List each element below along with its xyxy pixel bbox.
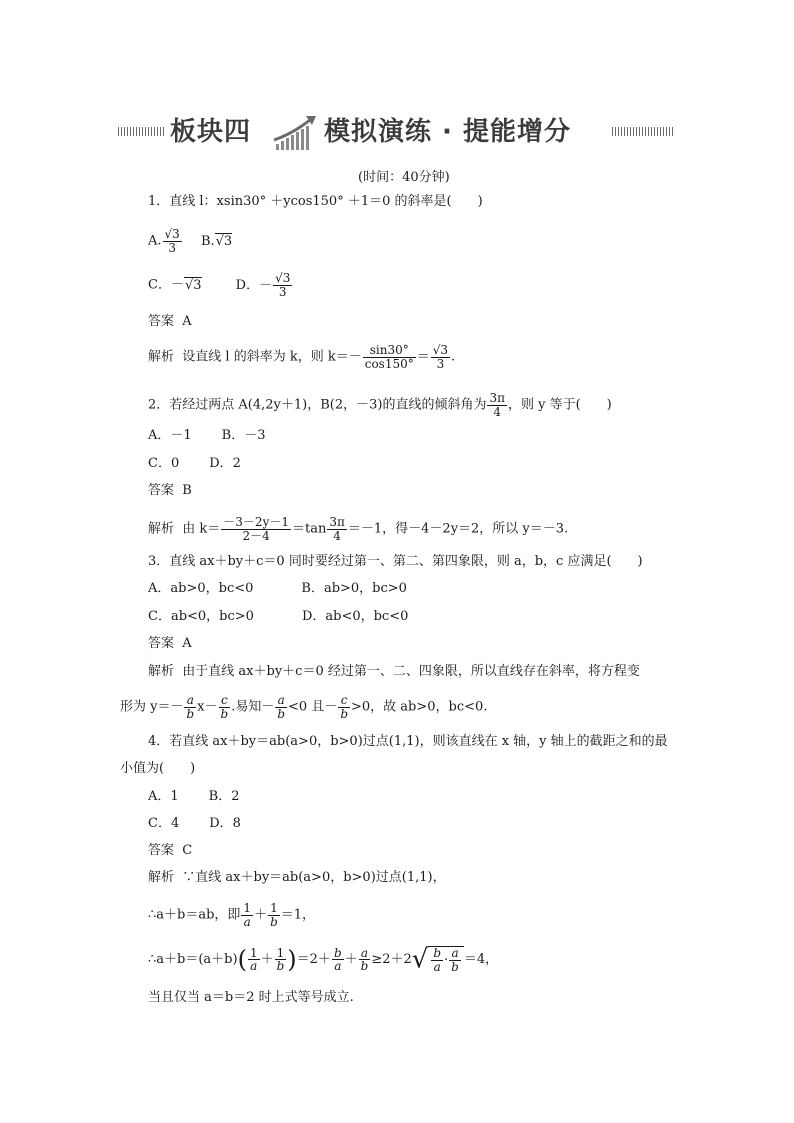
answer-label: 答案	[148, 843, 175, 858]
q2-slope-fraction: $\frac{-3-2y-1}{2-4}$	[223, 515, 289, 543]
analysis-label: 解析	[148, 664, 175, 679]
q4-fraction-a-b: $\frac{a}{b}$	[360, 945, 369, 974]
q3-solution-line-1: 解析 由于直线 ax＋by＋c＝0 经过第一、二、四象限，所以直线存在斜率，将方程变	[148, 664, 640, 679]
q2-options-cd	[148, 454, 241, 474]
q4-fraction-1-a-2: $\frac{1}{a}$	[249, 945, 258, 974]
q2-option-a: A．－1	[148, 428, 192, 443]
q1-solution-fraction: $\frac{\sin 30^\circ}{\cos 150^\circ}$	[364, 343, 414, 371]
q3-solution-line-2: 形为 y＝－ $\frac{a}{b}$ x－ $\frac{c}{b}$ .易知－ $\frac{a}{b}$ <0 且－ $\frac{c}{b}$ >0，故 ab>0，bc<0.	[120, 693, 488, 721]
q3-answer	[148, 634, 192, 654]
q2-option-d: D．2	[209, 456, 241, 471]
q4-solution-line-3: ∴a＋b＝(a＋b)( $\frac{1}{a}$ ＋ $\frac{1}{b}$ )＝2＋ $\frac{b}{a}$ ＋ $\frac{a}{b}$ ≥2＋2√ $\frac{b}{a}$ · $\frac{a}{b}$ ＝4，	[148, 944, 499, 975]
q1-option-b-label: B.	[200, 233, 215, 249]
answer-label: 答案	[148, 314, 175, 329]
q3-options-ab	[148, 579, 407, 599]
q4-answer	[148, 841, 192, 861]
q1-options-ab	[148, 228, 232, 254]
q3-fraction-c-b: $\frac{c}{b}$	[220, 693, 229, 721]
q1-answer-value: A	[182, 314, 192, 329]
q1-option-b-value: √3	[215, 233, 233, 249]
q1-option-a-label: A.	[148, 233, 162, 249]
q1-option-c-value: √3	[184, 277, 202, 293]
q2-answer-value: B	[182, 483, 192, 498]
q4-options-cd	[148, 814, 241, 834]
q3-fraction-a-b-2: $\frac{a}{b}$	[277, 693, 286, 721]
banner-title-right: 模拟演练 · 提能增分	[324, 117, 571, 147]
analysis-label: 解析	[148, 870, 175, 885]
q1-option-d-label: D．－	[235, 277, 273, 293]
q3-fraction-a-b: $\frac{a}{b}$	[186, 693, 195, 721]
q4-stem-line-2: 小值为( )	[120, 761, 196, 776]
q1-answer	[148, 312, 192, 332]
q2-options-ab	[148, 426, 266, 446]
q4-option-a: A．1	[148, 789, 179, 804]
answer-label: 答案	[148, 636, 175, 651]
q4-option-d: D．8	[209, 816, 241, 831]
q2-solution: 解析 由 k＝ $\frac{-3-2y-1}{2-4}$ ＝tan $\frac{3\pi}{4}$ ＝－1，得－4－2y＝2，所以 y＝－3.	[148, 515, 569, 543]
q3-option-d: D．ab<0，bc<0	[301, 609, 409, 624]
q2-tan-fraction: $\frac{3\pi}{4}$	[329, 515, 345, 543]
q4-option-b: B．2	[208, 789, 240, 804]
time-note: (时间：40分钟)	[358, 170, 450, 185]
q3-answer-value: A	[182, 636, 192, 651]
analysis-label: 解析	[148, 521, 175, 537]
q2-answer	[148, 481, 192, 501]
q4-answer-value: C	[182, 843, 193, 858]
q4-fraction-b-a: $\frac{b}{a}$	[333, 945, 342, 974]
q2-angle-fraction: $\frac{3\pi}{4}$	[489, 391, 505, 419]
q1-solution-result: $\frac{√3}{3}$	[432, 343, 449, 371]
q1-option-c-label: C．－	[148, 277, 184, 293]
hatch-decoration-right	[612, 127, 674, 136]
q4-solution-line-2: ∴a＋b＝ab，即 $\frac{1}{a}$ ＋ $\frac{1}{b}$ ＝1，	[148, 901, 316, 929]
q3-fraction-c-b-2: $\frac{c}{b}$	[340, 693, 349, 721]
q4-solution-line-4: 当且仅当 a＝b＝2 时上式等号成立.	[148, 990, 354, 1005]
rising-bars-arrow-icon	[270, 112, 322, 152]
q2-option-c: C．0	[148, 456, 180, 471]
q2-option-b: B．－3	[221, 428, 266, 443]
q4-radicand: $\frac{b}{a}$ · $\frac{a}{b}$	[428, 946, 464, 973]
q4-solution-line-1: 解析 ∵直线 ax＋by＝ab(a>0，b>0)过点(1,1)，	[148, 870, 446, 885]
q3-option-a: A．ab>0，bc<0	[148, 581, 254, 596]
analysis-label: 解析	[148, 349, 175, 365]
q4-fraction-1-b-2: $\frac{1}{b}$	[276, 945, 285, 974]
section-banner	[118, 112, 674, 152]
q1-solution: 解析 设直线 l 的斜率为 k，则 k＝－ $\frac{\sin 30^\circ}{\cos 150^\circ}$ ＝ $\frac{√3}{3}$ .	[148, 343, 456, 371]
q4-option-c: C．4	[148, 816, 180, 831]
answer-label: 答案	[148, 483, 175, 498]
radical-sign: √	[411, 944, 429, 975]
q4-fraction-1-a: $\frac{1}{a}$	[243, 901, 252, 929]
q4-fraction-1-b: $\frac{1}{b}$	[270, 901, 278, 929]
q1-stem: 1．直线 l：xsin30° ＋ycos150° ＋1＝0 的斜率是( )	[148, 194, 483, 209]
q3-option-c: C．ab<0，bc>0	[148, 609, 254, 624]
q3-options-cd	[148, 607, 408, 627]
q2-stem: 2．若经过两点 A(4,2y＋1)，B(2，－3)的直线的倾斜角为 $\frac{3\pi}{4}$ ，则 y 等于( )	[148, 391, 612, 419]
q1-option-a-fraction: $\frac{√3}{3}$	[164, 227, 180, 255]
q1-options-cd	[148, 272, 293, 298]
q4-stem-line-1: 4．若直线 ax＋by＝ab(a>0，b>0)过点(1,1)，则该直线在 x 轴，y 轴上的截距之和的最	[148, 734, 668, 749]
hatch-decoration-left	[118, 127, 166, 136]
q3-stem: 3．直线 ax＋by＋c＝0 同时要经过第一、第二、第四象限，则 a，b，c 应满足( )	[148, 554, 643, 569]
q1-option-d-fraction: $\frac{√3}{3}$	[275, 271, 291, 299]
q4-options-ab	[148, 787, 240, 807]
banner-title-left: 板块四	[170, 117, 252, 147]
q3-option-b: B．ab>0，bc>0	[301, 581, 407, 596]
